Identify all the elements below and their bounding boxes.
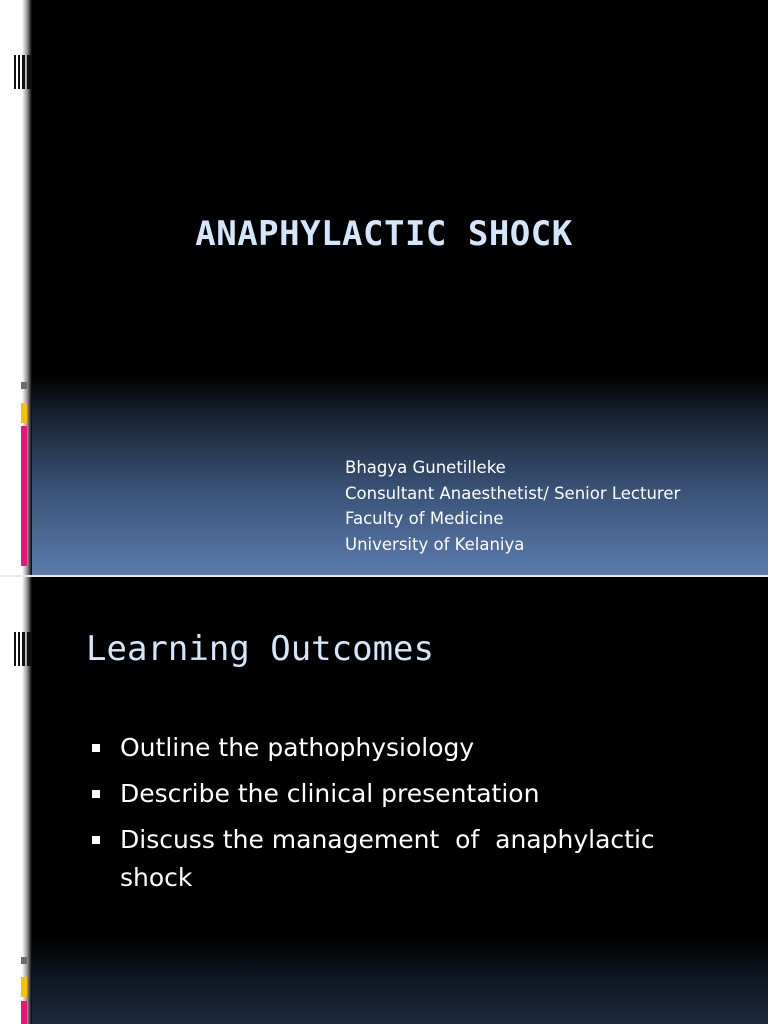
content-slide: [0, 577, 768, 1024]
list-item-text: Describe the clinical presentation: [120, 779, 540, 808]
accent-pink-block: [21, 426, 27, 566]
list-item-text: Outline the pathophysiology: [120, 733, 475, 762]
decorative-bars-icon: [14, 632, 32, 666]
accent-gray-block: [21, 957, 27, 964]
list-item-text: Discuss the management of anaphylactic shock: [120, 825, 663, 892]
square-bullet-icon: [92, 790, 100, 798]
square-bullet-icon: [92, 836, 100, 844]
author-name: Bhagya Gunetilleke: [345, 458, 506, 477]
square-bullet-icon: [92, 744, 100, 752]
author-university: University of Kelaniya: [345, 534, 525, 554]
outcome-list: [90, 729, 710, 905]
decorative-bars-icon: [14, 55, 32, 89]
list-item: [90, 775, 710, 813]
accent-yellow-block: [21, 977, 27, 997]
accent-gray-block: [21, 382, 27, 389]
list-item: [90, 821, 710, 897]
accent-pink-block: [21, 1001, 27, 1024]
author-faculty: Faculty of Medicine: [345, 509, 504, 528]
list-item: [90, 729, 710, 767]
author-position: Consultant Anaesthetist/ Senior Lecturer: [345, 483, 681, 503]
slide-title: ANAPHYLACTIC SHOCK: [195, 214, 573, 254]
accent-yellow-block: [21, 403, 27, 423]
author-block: [345, 455, 680, 557]
slide-heading: Learning Outcomes: [86, 629, 434, 669]
